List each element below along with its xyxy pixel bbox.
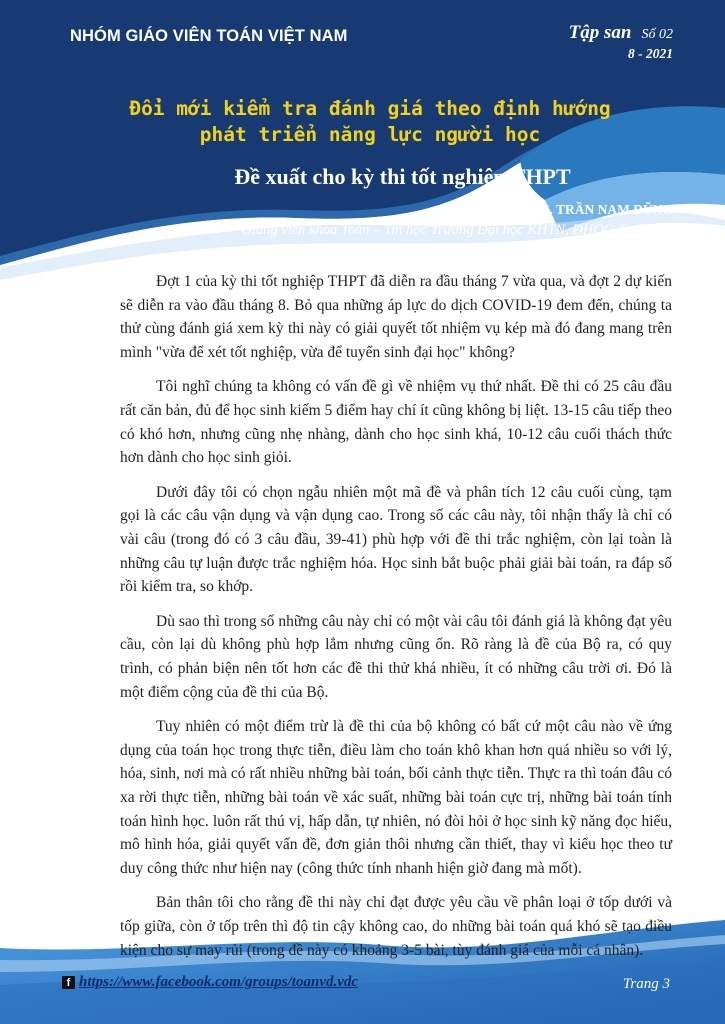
paragraph: Tuy nhiên có một điểm trừ là đề thi của bộ không có bất cứ một câu nào về ứng dụng của toán học trong thực tiễn, điều làm cho toán khô khan hơn quá nhiều so với lý, hóa, sinh, nơi mà có rất nhiều những bài toán, bối cảnh thực tiễn. Thực ra thì toán đâu có xa rời thực tiễn, những bài toán về xác suất, những bài toán cực trị, những bài toán tính toán hình học. luôn rất thú vị, hấp dẫn, tự nhiên, nó đòi hỏi ở học sinh kỹ năng đọc hiểu, mô hình hóa, giải quyết vấn đề, đơn giản thôi nhưng cần thiết, thay vì kiểu học theo tư duy công thức như hiện nay (công thức tính nhanh hiện giờ đang mà mốt).: [120, 717, 672, 878]
article-title-line-2: phát triển năng lực người học: [199, 123, 541, 146]
page-number: Trang 3: [622, 976, 670, 992]
facebook-icon: f: [62, 976, 75, 989]
author-name: TS. TRẦN NAM DŨNG: [532, 202, 673, 217]
group-link[interactable]: https://www.facebook.com/groups/toanvd.vdc: [79, 974, 359, 990]
article-title: [40, 96, 700, 148]
article-subtitle: Đề xuất cho kỳ thi tốt nghiệp THPT: [234, 164, 571, 189]
paragraph: Đợt 1 của kỳ thi tốt nghiệp THPT đã diễn ra đầu tháng 7 vừa qua, và đợt 2 dự kiến sẽ diễn ra vào đầu tháng 8. Bỏ qua những áp lực do dịch COVID-19 đem đến, chúng ta thử cùng đánh giá xem kỳ thi này có giải quyết tốt nhiệm vụ kép mà đó đang mang trên mình "vừa để xét tốt nghiệp, vừa để tuyển sinh đại học" không?: [120, 273, 672, 362]
footer-facebook-link[interactable]: [62, 974, 358, 991]
paragraph: Dù sao thì trong số những câu này chỉ có một vài câu tôi đánh giá là không đạt yêu cầu, còn lại dù không phù hợp lắm nhưng cũng ổn. Rõ ràng là đề của Bộ ra, có quy trình, có phản biện nên tốt hơn các đề thi thử khá nhiều, ít có những câu trời ơi. Đó là một điểm cộng của đề thi của Bộ.: [120, 612, 672, 701]
paragraph: Tôi nghĩ chúng ta không có vấn đề gì về nhiệm vụ thứ nhất. Đề thi có 25 câu đầu rất căn bản, đủ để học sinh kiếm 5 điểm hay chí ít cũng không bị liệt. 13-15 câu tiếp theo có khó hơn, nhưng cũng nhẹ nhàng, dành cho học sinh khá, 10-12 câu cuối thách thức hơn dành cho học sinh giỏi.: [120, 378, 672, 467]
brand-name: Tập san: [568, 22, 632, 43]
paragraph: Dưới đây tôi có chọn ngẫu nhiên một mã đề và phân tích 12 câu cuối cùng, tạm gọi là các câu vận dụng và vận dụng cao. Trong số các câu này, tôi nhận thấy là chỉ có vài câu (trong đó có 3 câu đầu, 39-41) phù hợp với đề thi trắc nghiệm, còn lại toàn là những câu tự luận được trắc nghiệm hóa. Học sinh bắt buộc phải giải bài toán, ra đáp số rồi kiểm tra, so khớp.: [120, 483, 672, 596]
paragraph: Bản thân tôi cho rằng đề thi này chỉ đạt được yêu cầu về phân loại ở tốp dưới và tốp giữa, còn ở tốp trên thì độ tin cậy không cao, do những bài toán quá khó sẽ tạo điều kiện cho sự may rủi (trong đề này có khoảng 3-5 bài, tùy đánh giá của mỗi cá nhân).: [120, 894, 672, 959]
issue-date: 8 - 2021: [628, 46, 673, 61]
author-affiliation: Giảng viên khoa Toán – Tin học Trường Đại học KHTN, ĐHQG Tp HCM: [241, 222, 669, 238]
article-body: [120, 270, 672, 973]
organization-name: NHÓM GIÁO VIÊN TOÁN VIỆT NAM: [70, 27, 348, 45]
magazine-brand: [569, 22, 673, 62]
issue-number: Số 02: [641, 27, 673, 42]
article-title-line-1: Đổi mới kiểm tra đánh giá theo định hướng: [129, 97, 611, 120]
